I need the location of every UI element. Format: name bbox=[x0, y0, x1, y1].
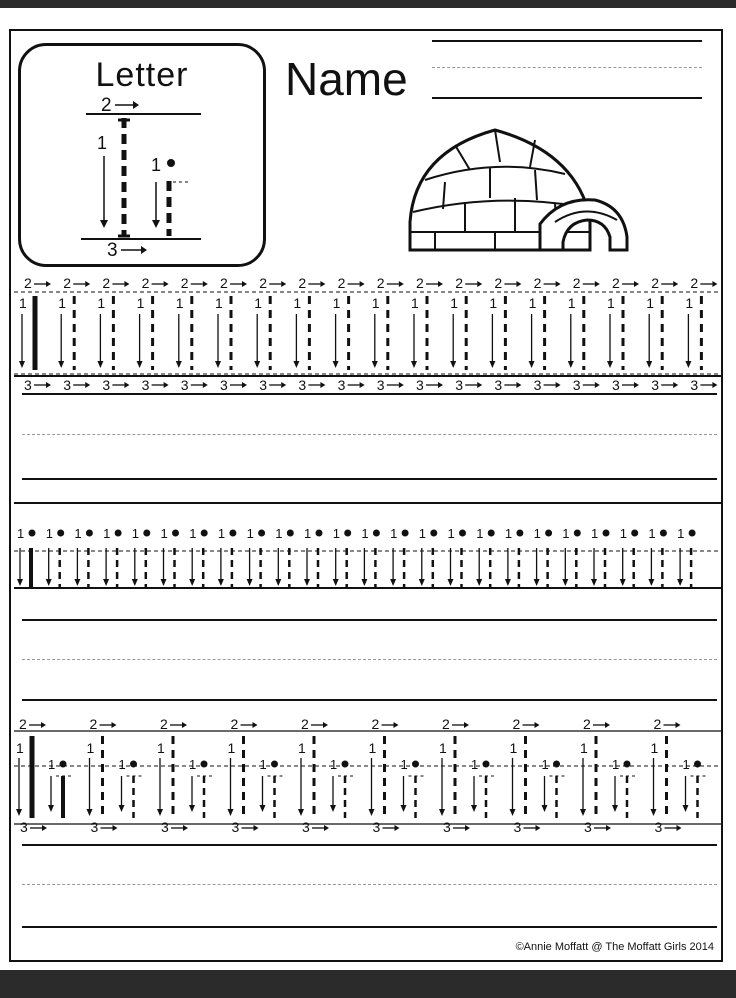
upper-stroke-1: 1 bbox=[175, 295, 184, 311]
upper-stroke-1: 1 bbox=[58, 295, 66, 311]
bottom-screen-bar bbox=[0, 970, 736, 998]
mixed-lower-stroke-1: 1 bbox=[118, 757, 126, 772]
upper-stroke-2: 2 bbox=[141, 275, 150, 291]
mixed-lower-dot bbox=[342, 761, 349, 768]
mixed-stroke-3: 3 bbox=[90, 819, 99, 835]
upper-stroke-3: 3 bbox=[690, 377, 699, 393]
lower-stroke-1: 1 bbox=[217, 526, 226, 541]
letter-model-box bbox=[18, 43, 266, 267]
upper-stroke-2: 2 bbox=[376, 275, 385, 291]
stroke-number-1-lower: 1 bbox=[151, 155, 162, 175]
lowercase-dot bbox=[229, 530, 236, 537]
mixed-stroke-2: 2 bbox=[653, 716, 662, 732]
lowercase-dot bbox=[201, 530, 208, 537]
mixed-stroke-2: 2 bbox=[160, 716, 168, 732]
model-letters bbox=[21, 46, 263, 264]
mixed-lower-stroke-1: 1 bbox=[541, 757, 549, 772]
lowercase-dot bbox=[316, 530, 323, 537]
upper-stroke-1: 1 bbox=[19, 295, 27, 311]
lowercase-dot bbox=[143, 530, 150, 537]
lowercase-dot bbox=[86, 530, 93, 537]
lowercase-dot bbox=[172, 530, 179, 537]
writing-line-3-mid bbox=[22, 884, 717, 885]
copyright-text: ©Annie Moffatt @ The Moffatt Girls 2014 bbox=[515, 941, 714, 953]
mixed-stroke-3: 3 bbox=[654, 819, 663, 835]
lower-stroke-1: 1 bbox=[677, 526, 685, 541]
mixed-stroke-3: 3 bbox=[302, 819, 310, 835]
mixed-lower-stroke-1: 1 bbox=[189, 757, 197, 772]
upper-stroke-1: 1 bbox=[293, 295, 302, 311]
upper-stroke-2: 2 bbox=[298, 275, 307, 291]
mixed-stroke-3: 3 bbox=[513, 819, 522, 835]
lower-stroke-1: 1 bbox=[418, 526, 427, 541]
upper-stroke-3: 3 bbox=[612, 377, 620, 393]
lowercase-dot bbox=[488, 530, 495, 537]
writing-line-1-bottom[interactable] bbox=[22, 478, 717, 480]
mixed-stroke-1: 1 bbox=[439, 740, 447, 756]
lower-stroke-1: 1 bbox=[189, 526, 197, 541]
lowercase-dot bbox=[631, 530, 638, 537]
lower-stroke-1: 1 bbox=[447, 526, 455, 541]
name-line-top bbox=[432, 40, 702, 42]
mixed-stroke-1: 1 bbox=[509, 740, 518, 756]
mixed-stroke-2: 2 bbox=[512, 716, 521, 732]
upper-stroke-3: 3 bbox=[533, 377, 542, 393]
lower-stroke-1: 1 bbox=[533, 526, 541, 541]
lowercase-tracing-row bbox=[0, 518, 736, 598]
mixed-lower-dot bbox=[130, 761, 137, 768]
upper-stroke-2: 2 bbox=[572, 275, 581, 291]
upper-stroke-1: 1 bbox=[136, 295, 145, 311]
upper-stroke-3: 3 bbox=[337, 377, 346, 393]
mixed-stroke-1: 1 bbox=[227, 740, 236, 756]
mixed-lower-dot bbox=[694, 761, 701, 768]
writing-line-2-mid bbox=[22, 659, 717, 660]
lower-stroke-1: 1 bbox=[562, 526, 570, 541]
lower-stroke-1: 1 bbox=[45, 526, 53, 541]
mixed-lower-dot bbox=[60, 761, 67, 768]
upper-stroke-1: 1 bbox=[97, 295, 106, 311]
upper-stroke-3: 3 bbox=[455, 377, 463, 393]
upper-stroke-1: 1 bbox=[254, 295, 262, 311]
mixed-lower-stroke-1: 1 bbox=[682, 757, 690, 772]
lowercase-dot bbox=[516, 530, 523, 537]
upper-stroke-2: 2 bbox=[24, 275, 32, 291]
upper-stroke-2: 2 bbox=[102, 275, 111, 291]
lowercase-dot bbox=[373, 530, 380, 537]
lower-stroke-1: 1 bbox=[591, 526, 599, 541]
mixed-lower-dot bbox=[271, 761, 278, 768]
upper-stroke-2: 2 bbox=[494, 275, 503, 291]
mixed-stroke-2: 2 bbox=[230, 716, 239, 732]
mixed-lower-dot bbox=[553, 761, 560, 768]
upper-stroke-3: 3 bbox=[376, 377, 385, 393]
upper-stroke-2: 2 bbox=[612, 275, 620, 291]
lowercase-dot bbox=[459, 530, 466, 537]
lower-stroke-1: 1 bbox=[131, 526, 140, 541]
letter-label: Letter bbox=[95, 56, 189, 94]
lower-stroke-1: 1 bbox=[504, 526, 513, 541]
upper-stroke-2: 2 bbox=[533, 275, 542, 291]
lower-stroke-1: 1 bbox=[476, 526, 484, 541]
mixed-stroke-1: 1 bbox=[298, 740, 306, 756]
mixed-stroke-2: 2 bbox=[442, 716, 450, 732]
uppercase-tracing-row bbox=[0, 264, 736, 393]
lower-stroke-1: 1 bbox=[648, 526, 656, 541]
upper-stroke-1: 1 bbox=[685, 295, 694, 311]
lower-stroke-1: 1 bbox=[17, 526, 25, 541]
upper-stroke-3: 3 bbox=[298, 377, 307, 393]
lowercase-dot bbox=[29, 530, 36, 537]
mixed-stroke-3: 3 bbox=[20, 819, 28, 835]
upper-stroke-2: 2 bbox=[455, 275, 463, 291]
upper-stroke-3: 3 bbox=[259, 377, 267, 393]
upper-stroke-1: 1 bbox=[607, 295, 615, 311]
lower-stroke-1: 1 bbox=[332, 526, 340, 541]
upper-stroke-2: 2 bbox=[651, 275, 659, 291]
igloo-illustration bbox=[395, 112, 635, 262]
lower-stroke-1: 1 bbox=[74, 526, 82, 541]
lower-stroke-1: 1 bbox=[160, 526, 168, 541]
mixed-stroke-2: 2 bbox=[583, 716, 591, 732]
writing-line-3-top[interactable] bbox=[22, 844, 717, 846]
lower-stroke-1: 1 bbox=[246, 526, 254, 541]
mixed-lower-stroke-1: 1 bbox=[330, 757, 338, 772]
mixed-stroke-2: 2 bbox=[371, 716, 380, 732]
mixed-stroke-2: 2 bbox=[19, 716, 27, 732]
upper-stroke-3: 3 bbox=[416, 377, 424, 393]
mixed-stroke-1: 1 bbox=[650, 740, 659, 756]
lower-stroke-1: 1 bbox=[304, 526, 312, 541]
lowercase-dot bbox=[574, 530, 581, 537]
stroke-number-3: 3 bbox=[107, 240, 118, 261]
mixed-lower-stroke-1: 1 bbox=[400, 757, 408, 772]
mixed-lower-dot bbox=[201, 761, 208, 768]
upper-stroke-1: 1 bbox=[528, 295, 537, 311]
lower-stroke-1: 1 bbox=[361, 526, 369, 541]
upper-stroke-3: 3 bbox=[494, 377, 503, 393]
lowercase-dot bbox=[689, 530, 696, 537]
mixed-lower-stroke-1: 1 bbox=[471, 757, 479, 772]
mixed-stroke-1: 1 bbox=[368, 740, 377, 756]
upper-stroke-2: 2 bbox=[63, 275, 71, 291]
upper-stroke-1: 1 bbox=[646, 295, 654, 311]
lower-stroke-1: 1 bbox=[390, 526, 398, 541]
mixed-stroke-3: 3 bbox=[161, 819, 169, 835]
mixed-stroke-1: 1 bbox=[157, 740, 165, 756]
upper-stroke-1: 1 bbox=[332, 295, 341, 311]
mixed-stroke-3: 3 bbox=[231, 819, 240, 835]
name-line-dashed bbox=[432, 67, 702, 68]
mixed-stroke-3: 3 bbox=[443, 819, 451, 835]
lowercase-dot bbox=[344, 530, 351, 537]
upper-stroke-1: 1 bbox=[489, 295, 498, 311]
mixed-stroke-1: 1 bbox=[16, 740, 24, 756]
top-screen-bar bbox=[0, 0, 736, 8]
lowercase-dot bbox=[603, 530, 610, 537]
mixed-stroke-1: 1 bbox=[580, 740, 588, 756]
writing-line-2-bottom[interactable] bbox=[22, 699, 717, 701]
upper-stroke-3: 3 bbox=[63, 377, 71, 393]
upper-stroke-1: 1 bbox=[567, 295, 576, 311]
writing-line-1-mid bbox=[22, 434, 717, 435]
mixed-lower-dot bbox=[624, 761, 631, 768]
mixed-lower-stroke-1: 1 bbox=[48, 757, 56, 772]
mixed-stroke-3: 3 bbox=[584, 819, 592, 835]
mixed-stroke-2: 2 bbox=[301, 716, 309, 732]
upper-stroke-3: 3 bbox=[651, 377, 659, 393]
upper-stroke-2: 2 bbox=[220, 275, 228, 291]
upper-stroke-3: 3 bbox=[572, 377, 581, 393]
lowercase-dot bbox=[545, 530, 552, 537]
lower-stroke-1: 1 bbox=[275, 526, 283, 541]
upper-stroke-2: 2 bbox=[180, 275, 189, 291]
mixed-lower-dot bbox=[412, 761, 419, 768]
name-label: Name bbox=[285, 53, 408, 105]
lowercase-dot bbox=[287, 530, 294, 537]
upper-stroke-3: 3 bbox=[24, 377, 32, 393]
upper-stroke-1: 1 bbox=[371, 295, 380, 311]
upper-stroke-2: 2 bbox=[259, 275, 267, 291]
lowercase-dot bbox=[57, 530, 64, 537]
upper-stroke-2: 2 bbox=[337, 275, 346, 291]
lowercase-dot bbox=[258, 530, 265, 537]
writing-line-1-top[interactable] bbox=[22, 393, 717, 395]
mixed-lower-stroke-1: 1 bbox=[612, 757, 620, 772]
worksheet-page bbox=[0, 8, 736, 970]
writing-line-3-bottom[interactable] bbox=[22, 926, 717, 928]
stroke-number-2: 2 bbox=[101, 95, 112, 116]
mixed-lower-stroke-1: 1 bbox=[259, 757, 267, 772]
upper-stroke-2: 2 bbox=[416, 275, 424, 291]
upper-stroke-1: 1 bbox=[450, 295, 458, 311]
upper-stroke-1: 1 bbox=[411, 295, 419, 311]
upper-stroke-1: 1 bbox=[215, 295, 223, 311]
upper-stroke-3: 3 bbox=[220, 377, 228, 393]
lower-stroke-1: 1 bbox=[619, 526, 627, 541]
mixed-lower-dot bbox=[483, 761, 490, 768]
stroke-number-1: 1 bbox=[97, 133, 108, 153]
mixed-stroke-2: 2 bbox=[89, 716, 98, 732]
upper-stroke-3: 3 bbox=[141, 377, 150, 393]
mixed-tracing-row bbox=[0, 706, 736, 836]
lower-stroke-1: 1 bbox=[103, 526, 111, 541]
lowercase-dot bbox=[115, 530, 122, 537]
upper-stroke-3: 3 bbox=[102, 377, 111, 393]
lowercase-dot bbox=[660, 530, 667, 537]
writing-line-2-top[interactable] bbox=[22, 619, 717, 621]
upper-stroke-3: 3 bbox=[180, 377, 189, 393]
mixed-stroke-3: 3 bbox=[372, 819, 381, 835]
mixed-stroke-1: 1 bbox=[86, 740, 95, 756]
lowercase-dot bbox=[430, 530, 437, 537]
upper-stroke-2: 2 bbox=[690, 275, 699, 291]
name-writing-line[interactable] bbox=[432, 97, 702, 99]
lowercase-dot bbox=[402, 530, 409, 537]
